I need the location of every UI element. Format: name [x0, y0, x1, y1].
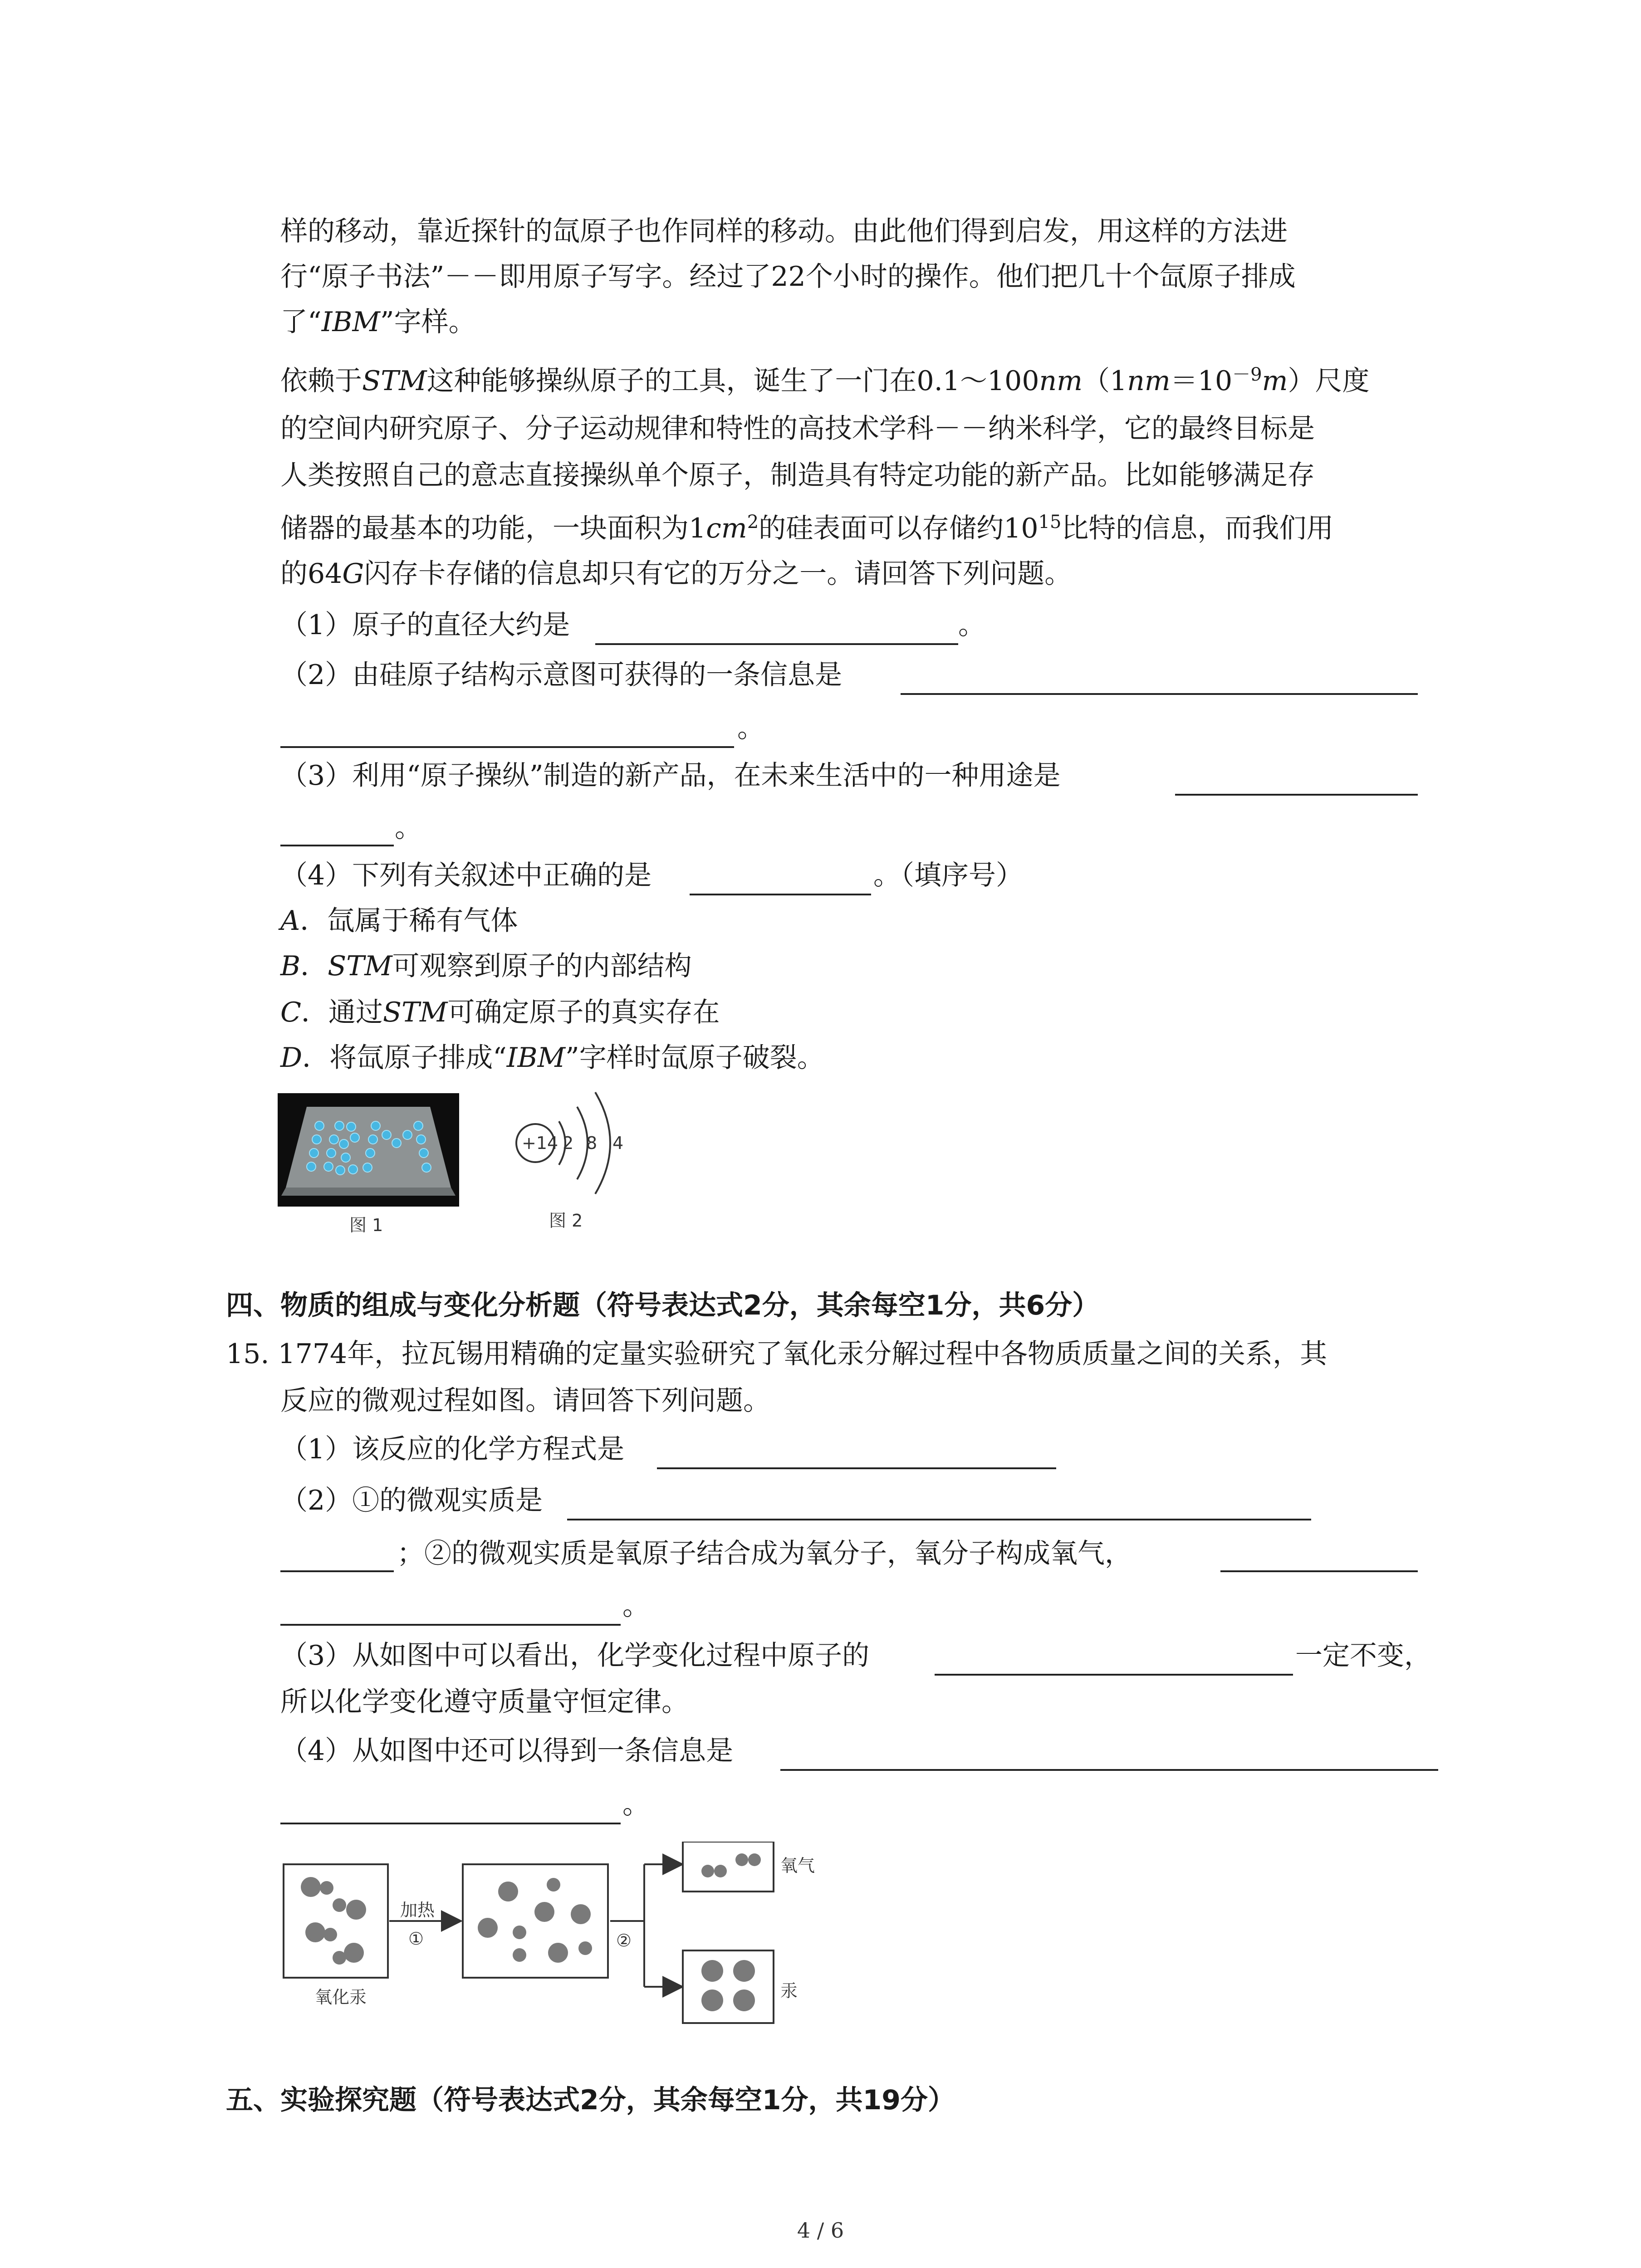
passage-line-3: 了“IBM”字样。 [280, 306, 476, 338]
heat-label: 加热 [400, 1900, 435, 1920]
q15-blank-2c[interactable] [1220, 1570, 1418, 1572]
q14-blank-3b[interactable] [280, 845, 394, 846]
shell-3-electrons: 4 [612, 1133, 624, 1153]
passage-line-4: 依赖于STM这种能够操纵原子的工具，诞生了一门在$0.1\sim 100nm(1nm=10^{-9}m)$尺度 [280, 364, 1370, 397]
shell-1-electrons: 2 [563, 1133, 574, 1153]
passage-line-1: 样的移动，靠近探针的氙原子也作同样的移动。由此他们得到启发，用这样的方法进 [280, 215, 1288, 247]
figure-2-caption: 图 2 [549, 1211, 583, 1231]
passage-line-2: 行“原子书法”－－即用原子写字。经过了22个小时的操作。他们把几十个氙原子排成 [280, 261, 1296, 293]
q15-blank-4a[interactable] [780, 1769, 1438, 1771]
q14-part4: （4）下列有关叙述中正确的是 [280, 860, 652, 891]
q14-blank-4[interactable] [690, 894, 871, 895]
q14-part3-end: 。 [395, 812, 422, 844]
q15-part4-end: 。 [622, 1789, 650, 1820]
q15-stem-line-2: 反应的微观过程如图。请回答下列问题。 [280, 1385, 770, 1417]
q15-part3-tail: 一定不变， [1295, 1640, 1431, 1672]
q15-blank-2b[interactable] [280, 1570, 394, 1572]
q14-blank-2a[interactable] [901, 693, 1418, 695]
q14-part3: （3）利用“原子操纵”制造的新产品，在未来生活中的一种用途是 [280, 760, 1061, 792]
q15-part2: （2）①的微观实质是 [280, 1485, 543, 1516]
q14-part4-end: 。（填序号） [873, 860, 1023, 891]
q15-part2-mid: ；②的微观实质是氧原子结合成为氧分子，氧分子构成氧气， [397, 1538, 1132, 1569]
q15-part2-end: 。 [622, 1590, 650, 1622]
q15-blank-4b[interactable] [280, 1823, 621, 1824]
q14-option-c: C．通过STM可确定原子的真实存在 [280, 997, 720, 1028]
q14-option-b: B．STM可观察到原子的内部结构 [280, 950, 692, 982]
figure-1-caption: 图 1 [349, 1215, 383, 1235]
q14-part2: （2）由硅原子结构示意图可获得的一条信息是 [280, 659, 843, 691]
page-number: 4 / 6 [797, 2218, 844, 2243]
section-5-heading: 五、实验探究题（符号表达式2分，其余每空1分，共19分） [226, 2084, 955, 2116]
shell-2-electrons: 8 [586, 1133, 598, 1153]
q15-blank-2d[interactable] [280, 1624, 621, 1626]
q14-blank-3a[interactable] [1175, 794, 1418, 796]
section-4-heading: 四、物质的组成与变化分析题（符号表达式2分，其余每空1分，共6分） [226, 1290, 1100, 1321]
passage-line-6: 人类按照自己的意志直接操纵单个原子，制造具有特定功能的新产品。比如能够满足存 [280, 459, 1315, 491]
q14-part1-end: 。 [958, 609, 985, 641]
step-2-label: ② [616, 1931, 632, 1950]
passage-line-7: 储器的最基本的功能，一块面积为$1cm^2$的硅表面可以存储约$10^{15}$比特的信息，而我们用 [280, 512, 1334, 544]
mercury-label: 汞 [780, 1981, 798, 2001]
q14-part1: （1）原子的直径大约是 [280, 609, 570, 641]
q14-blank-2b[interactable] [280, 746, 734, 748]
oxygen-label: 氧气 [780, 1856, 815, 1876]
q14-blank-1[interactable] [595, 643, 958, 645]
q15-blank-2a[interactable] [567, 1519, 1311, 1520]
q15-part3: （3）从如图中可以看出，化学变化过程中原子的 [280, 1640, 870, 1672]
mercury-oxide-label: 氧化汞 [315, 1987, 367, 2007]
q15-blank-1[interactable] [657, 1467, 1056, 1469]
ibm-xenon-atoms-image [278, 1093, 459, 1207]
passage-line-8: 的64G闪存卡存储的信息却只有它的万分之一。请回答下列问题。 [280, 558, 1072, 590]
q15-part1: （1）该反应的化学方程式是 [280, 1433, 625, 1465]
step-1-label: ① [408, 1929, 424, 1949]
q14-option-d: D．将氙原子排成“IBM”字样时氙原子破裂。 [280, 1042, 824, 1074]
mercury-oxide-decomposition-diagram [272, 1842, 839, 2041]
q15-blank-3[interactable] [935, 1674, 1293, 1676]
passage-line-5: 的空间内研究原子、分子运动规律和特性的高技术学科－－纳米科学，它的最终目标是 [280, 413, 1315, 445]
q15-part3-line-2: 所以化学变化遵守质量守恒定律。 [280, 1686, 689, 1718]
q14-option-a: A．氙属于稀有气体 [280, 905, 518, 937]
nucleus-charge-label: +14 [522, 1133, 558, 1153]
q15-part4: （4）从如图中还可以得到一条信息是 [280, 1735, 734, 1767]
q15-stem-line-1: 15. 1774年，拉瓦锡用精确的定量实验研究了氧化汞分解过程中各物质质量之间的关系，其 [226, 1338, 1327, 1370]
q14-part2-end: 。 [737, 712, 764, 744]
